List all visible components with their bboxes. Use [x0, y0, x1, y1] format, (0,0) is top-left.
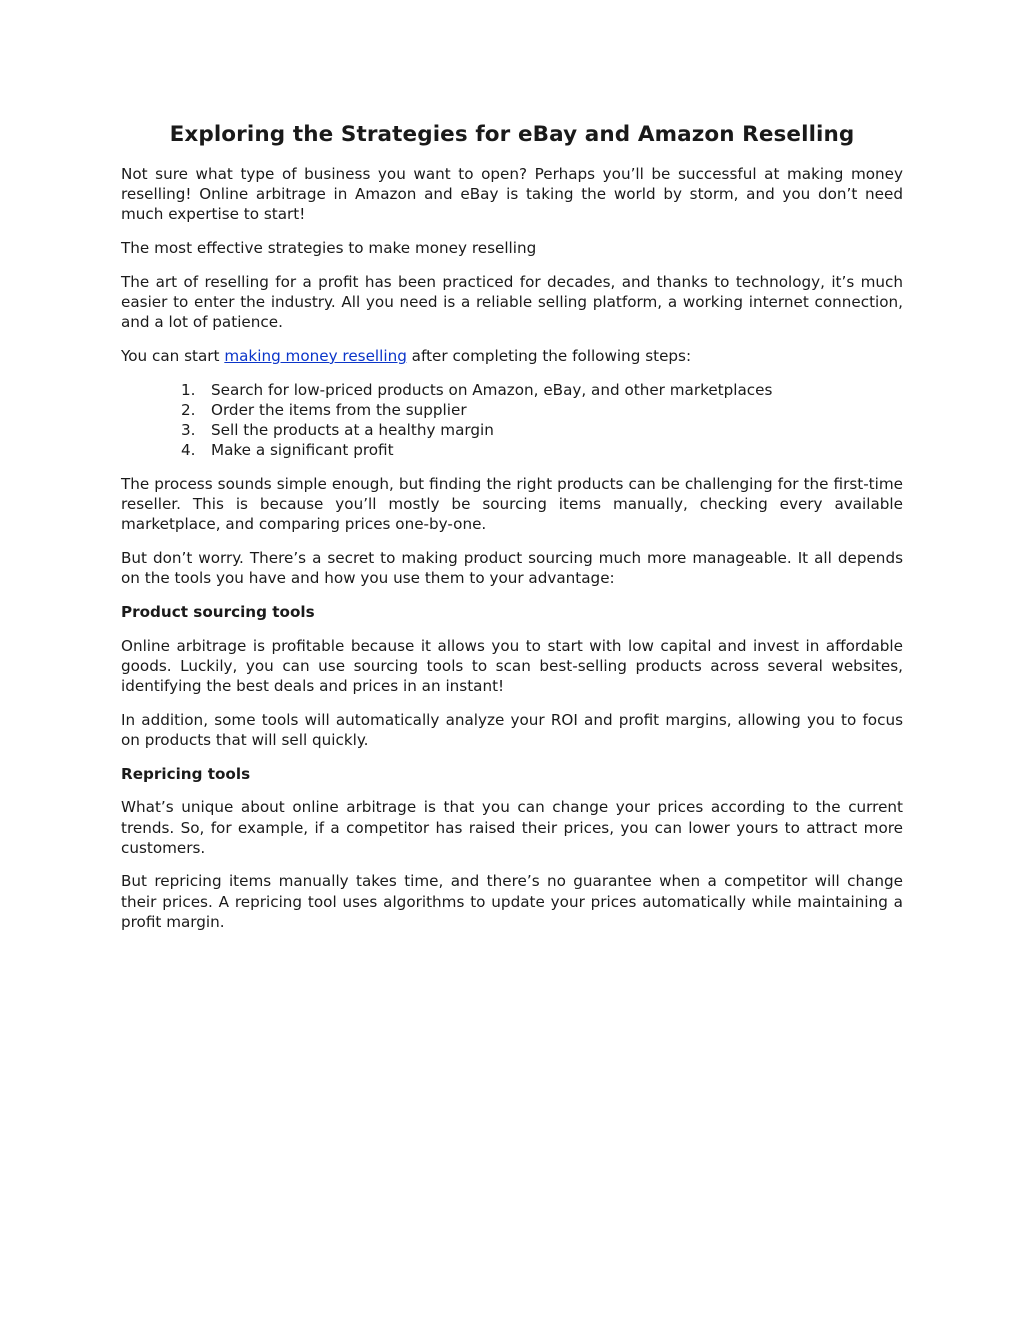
process-paragraph: The process sounds simple enough, but finding the right products can be challenging for the first-time reseller. This is because you’ll mostly be sourcing items manually, checking every available marketplace, and comparing prices one-by-one.	[121, 474, 903, 534]
product-sourcing-heading: Product sourcing tools	[121, 602, 315, 621]
manual-repricing-paragraph: But repricing items manually takes time, and there’s no guarantee when a competitor will change their prices. A repricing tool uses algorithms to update your prices automatically while maintaining a profit margin.	[121, 872, 903, 931]
list-item-text: Make a significant profit	[211, 441, 394, 460]
steps-list	[121, 380, 903, 461]
list-item	[121, 380, 903, 400]
intro-paragraph: Not sure what type of business you want to open? Perhaps you’ll be successful at making money reselling! Online arbitrage in Amazon and eBay is taking the world by storm, and you don’t need much expertise to start!	[121, 165, 903, 224]
list-item	[121, 400, 903, 420]
list-item-number: 1.	[181, 380, 196, 399]
unique-paragraph: What’s unique about online arbitrage is that you can change your prices according to the current trends. So, for example, if a competitor has raised their prices, you can lower yours to attract more customers.	[121, 798, 903, 857]
worry-paragraph: But don’t worry. There’s a secret to making product sourcing much more manageable. It all depends on the tools you have and how you use them to your advantage:	[121, 549, 903, 588]
list-item-text: Order the items from the supplier	[211, 400, 467, 419]
start-text-after: after completing the following steps:	[406, 346, 692, 365]
document-page	[121, 118, 903, 946]
strategies-line: The most effective strategies to make money reselling	[121, 239, 537, 258]
start-paragraph	[121, 346, 903, 366]
document-title: Exploring the Strategies for eBay and Amazon Reselling	[169, 122, 855, 147]
making-money-reselling-link[interactable]: making money reselling	[224, 346, 407, 365]
sourcing-paragraph: Online arbitrage is profitable because it allows you to start with low capital and invest in affordable goods. Luckily, you can use sourcing tools to scan best-selling products across several websites, identifying the best deals and prices in an instant!	[121, 636, 903, 696]
list-item-number: 2.	[181, 400, 196, 419]
addition-paragraph: In addition, some tools will automatically analyze your ROI and profit margins, allowing you to focus on products that will sell quickly.	[121, 710, 903, 749]
repricing-heading: Repricing tools	[121, 764, 251, 783]
list-item-number: 4.	[181, 441, 196, 460]
art-paragraph: The art of reselling for a profit has been practiced for decades, and thanks to technology, it’s much easier to enter the industry. All you need is a reliable selling platform, a working internet connection, and a lot of patience.	[121, 272, 903, 332]
list-item-text: Sell the products at a healthy margin	[211, 421, 494, 440]
list-item-number: 3.	[181, 421, 196, 440]
start-text-before: You can start	[121, 346, 225, 365]
list-item-text: Search for low-priced products on Amazon, eBay, and other marketplaces	[211, 380, 773, 399]
list-item	[121, 420, 903, 440]
list-item	[121, 440, 903, 460]
